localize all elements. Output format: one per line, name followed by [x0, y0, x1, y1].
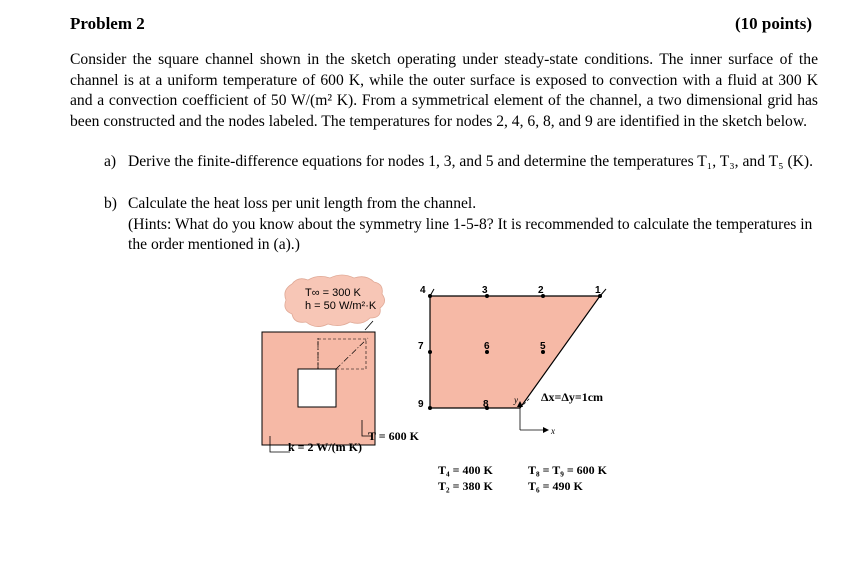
question-b-label: b) — [104, 195, 117, 212]
given-t2: T₂ = 380 K — [438, 479, 493, 493]
question-a-text: Derive the finite-difference equations for nodes 1, 3, and 5 and determine the temperatures T₁, T₃, and T₅ (K). — [128, 153, 814, 170]
node-4-label: 4 — [420, 285, 426, 296]
convection-cloud — [285, 275, 385, 330]
h-value-label: h = 50 W/m²·K — [305, 300, 377, 312]
question-a-label: a) — [104, 153, 117, 170]
node-9 — [428, 406, 432, 410]
problem-points: (10 points) — [735, 14, 812, 33]
problem-title: Problem 2 — [70, 14, 145, 33]
axis-y-label: y — [514, 395, 518, 405]
grid-spacing-label: Δx=Δy=1cm — [541, 390, 604, 404]
node-5-label: 5 — [540, 341, 546, 352]
node-8-label: 8 — [483, 399, 489, 410]
given-t4: T₄ = 400 K — [438, 463, 493, 477]
inner-temp-label: T = 600 K — [368, 429, 419, 443]
fluid-temp-label: T∞ = 300 K — [305, 287, 361, 299]
node-6-label: 6 — [484, 341, 490, 352]
square-channel — [262, 332, 420, 454]
node-4 — [428, 294, 432, 298]
axis-x-label: x — [551, 426, 555, 436]
given-t6: T₆ = 490 K — [528, 479, 583, 493]
node-2-label: 2 — [538, 285, 544, 296]
question-b-text: Calculate the heat loss per unit length from the channel. — [128, 195, 477, 212]
node-7 — [428, 350, 432, 354]
question-b-hint: (Hints: What do you know about the symmetry line 1-5-8? It is recommended to calculate the temperatures in the order mentioned in (a).) — [128, 215, 813, 253]
node-1-label: 1 — [595, 285, 601, 296]
node-9-label: 9 — [418, 399, 424, 410]
node-3-label: 3 — [482, 285, 488, 296]
conductivity-label: k = 2 W/(m K) — [288, 440, 362, 454]
given-temperatures — [438, 463, 608, 493]
node-7-label: 7 — [418, 341, 424, 352]
given-t8-t9: T₈ = T₉ = 600 K — [528, 463, 607, 477]
problem-statement: Consider the square channel shown in the sketch operating under steady-state conditions. The inner surface of the channel is at a uniform temperature of 600 K, while the outer surface is exposed to convection with a fluid at 300 K and a convection coefficient of 50 W/(m² K). From a symmetrical element of the channel, a two dimensional grid has been constructed and the nodes labeled. The temperatures for nodes 2, 4, 6, 8, and 9 are identified in the sketch below. — [70, 51, 818, 130]
